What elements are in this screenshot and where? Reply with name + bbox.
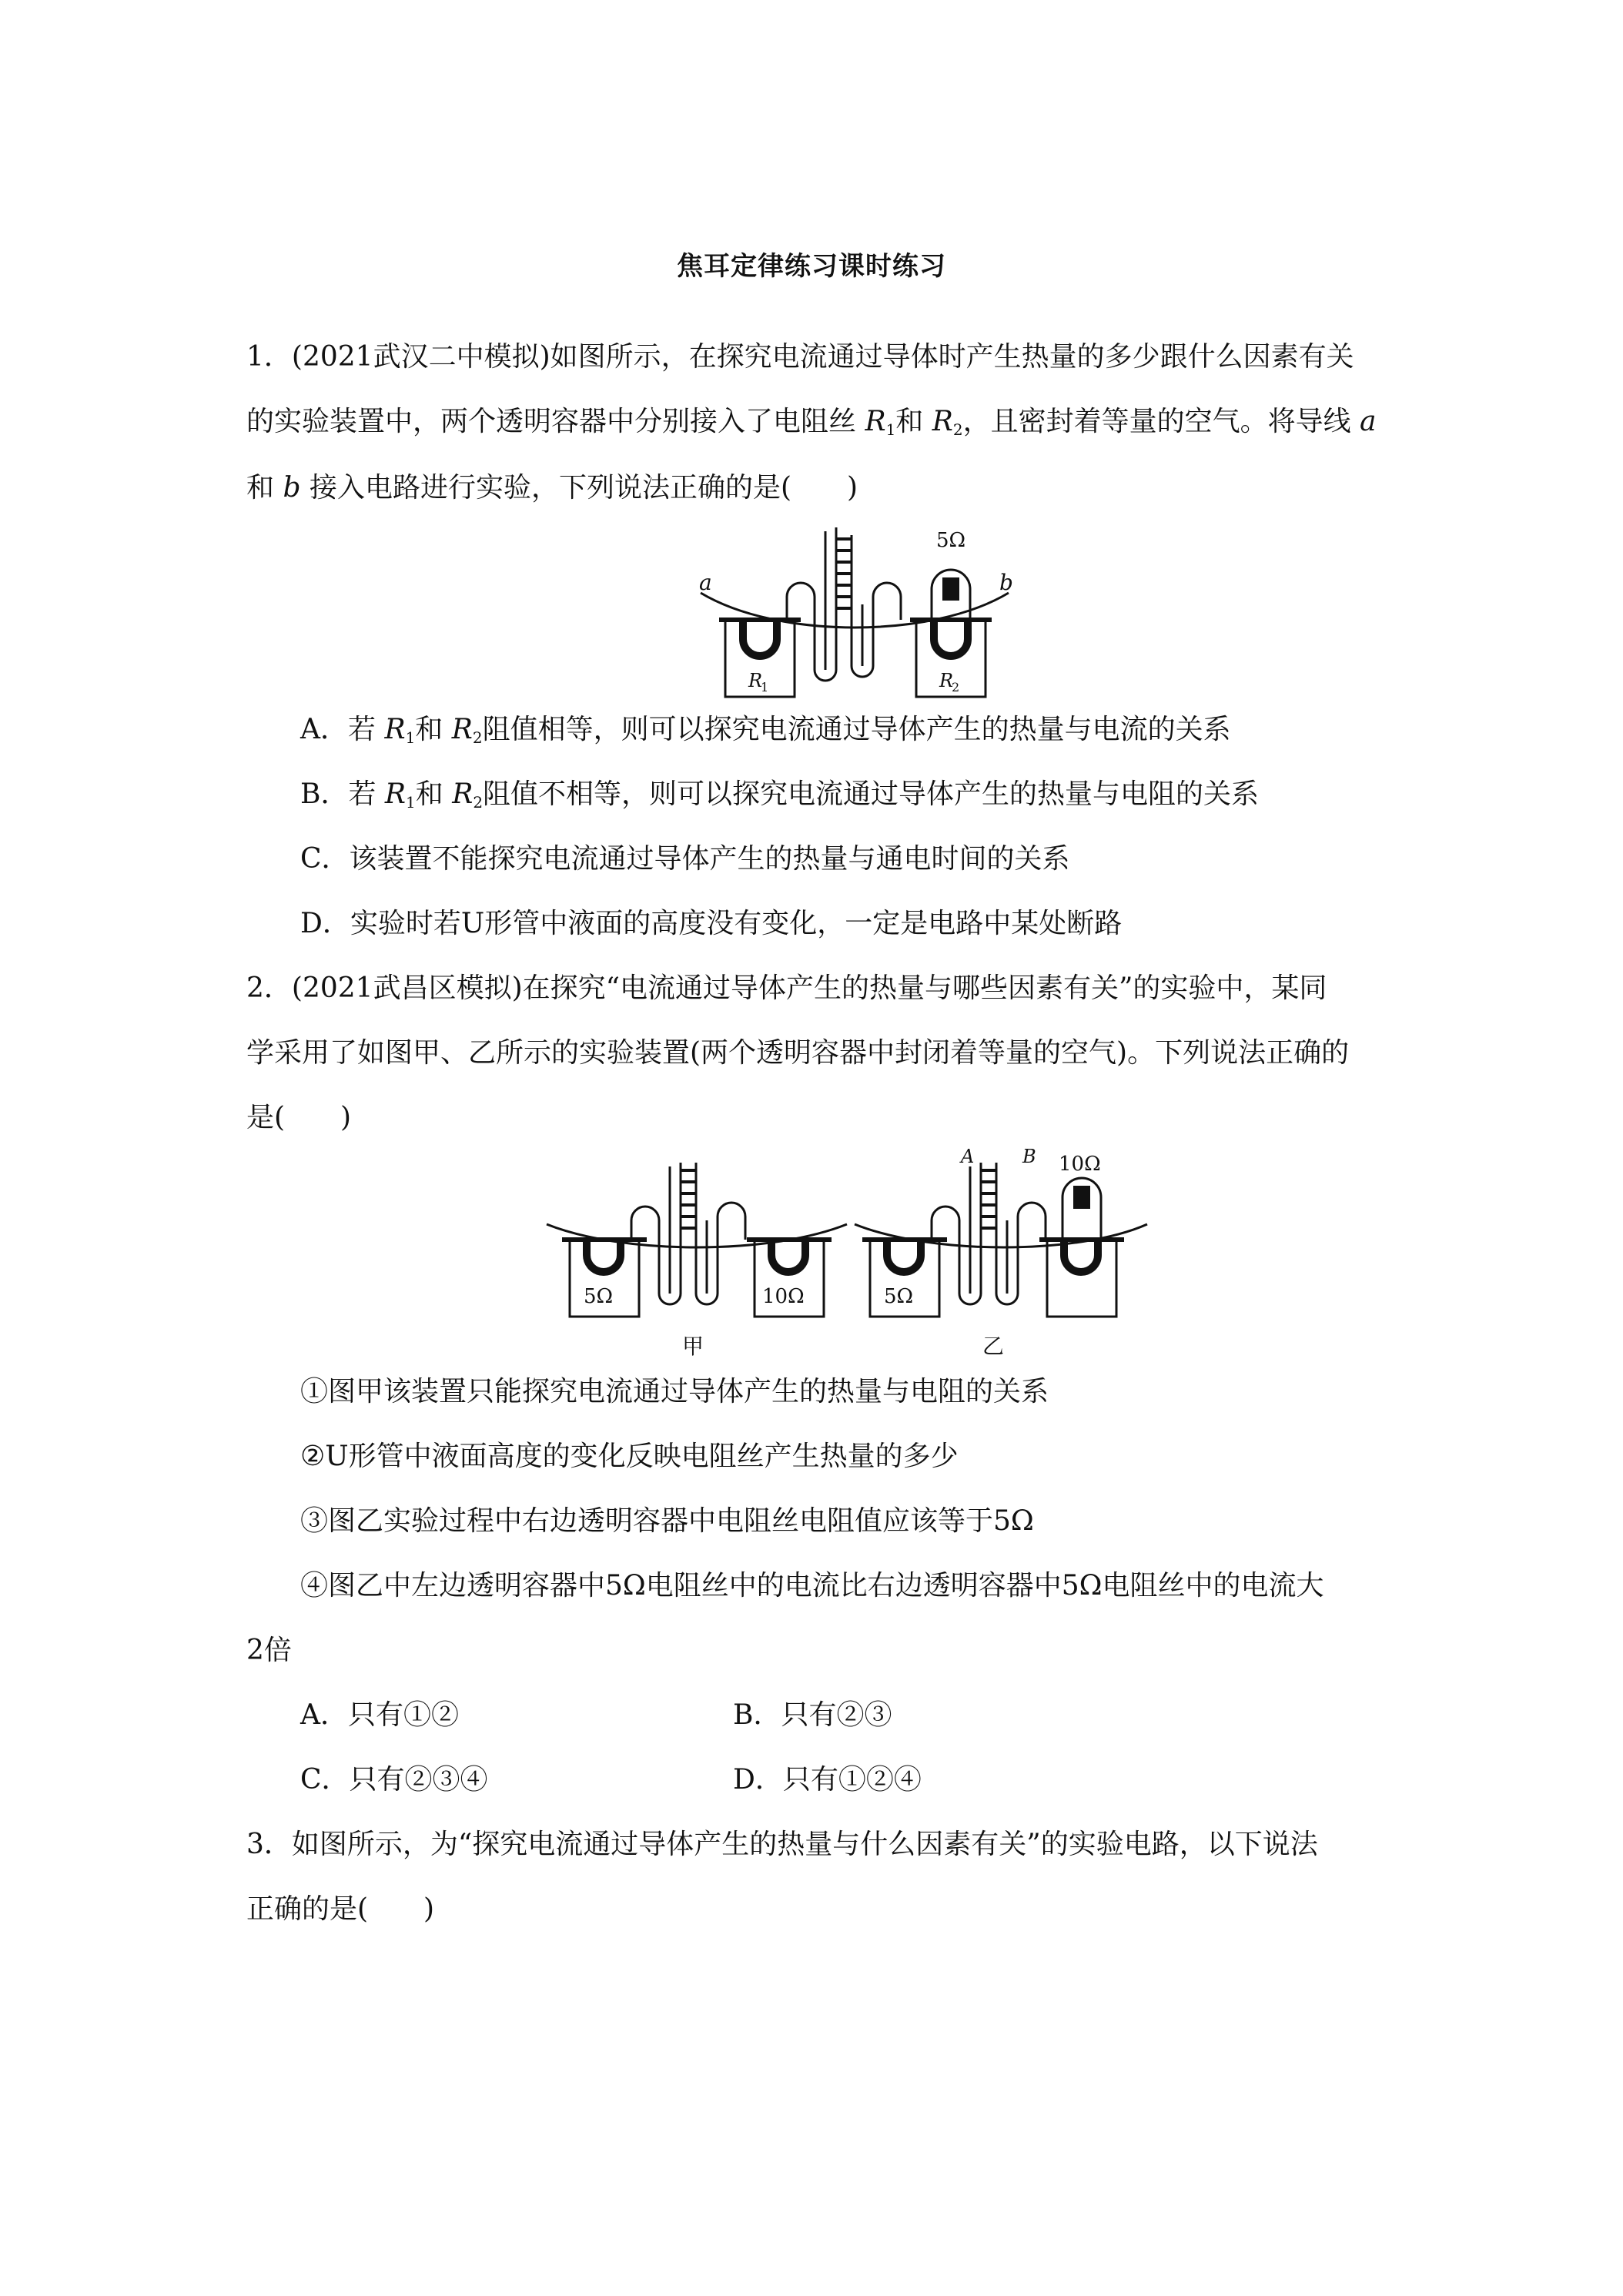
option-text: A．若 bbox=[300, 714, 385, 745]
option-text: B．若 bbox=[300, 778, 385, 810]
q2-line-3: 是( ) bbox=[246, 1102, 352, 1133]
q1-fig-wire-b: b bbox=[999, 570, 1013, 595]
q1-option-a bbox=[300, 711, 1440, 756]
symbol-r: R bbox=[452, 778, 474, 810]
q1-line-2 bbox=[246, 403, 1386, 448]
q1-fig-wire-a: a bbox=[699, 570, 712, 595]
q2-fig-left-r2: 10Ω bbox=[762, 1285, 805, 1308]
symbol-r: R bbox=[384, 778, 407, 810]
q1-fig-r2-sub: 2 bbox=[952, 680, 960, 694]
q1-text: ，且密封着等量的空气。将导线 bbox=[962, 406, 1360, 437]
q2-statement-2: ②U形管中液面高度的变化反映电阻丝产生热量的多少 bbox=[300, 1441, 959, 1472]
q1-fig-resistor-label: 5Ω bbox=[936, 529, 966, 552]
q2-statement-3: ③图乙实验过程中右边透明容器中电阻丝电阻值应该等于5Ω bbox=[300, 1505, 1034, 1537]
q1-option-d: D．实验时若U形管中液面的高度没有变化，一定是电路中某处断路 bbox=[300, 908, 1123, 939]
q2-option-d: D．只有①②④ bbox=[733, 1764, 922, 1796]
q1-fig-r1: R bbox=[748, 670, 763, 691]
subscript-1: 1 bbox=[405, 728, 416, 747]
q1-and: 和 bbox=[415, 778, 453, 810]
q1-option-b bbox=[300, 776, 1440, 821]
symbol-b: b bbox=[283, 472, 301, 504]
subscript-2: 2 bbox=[472, 728, 483, 747]
subscript-2: 2 bbox=[473, 793, 484, 812]
q2-line-1: 2．(2021武昌区模拟)在探究“电流通过导体产生的热量与哪些因素有关”的实验中，某同 bbox=[246, 972, 1327, 1004]
q2-fig-right-r1: 5Ω bbox=[884, 1285, 914, 1308]
q2-fig-left-r1: 5Ω bbox=[584, 1285, 614, 1308]
subscript-2: 2 bbox=[952, 420, 963, 439]
symbol-r: R bbox=[865, 406, 886, 437]
q1-line-3 bbox=[246, 470, 1386, 507]
q1-fig-r2: R bbox=[939, 670, 954, 691]
option-text: 阻值不相等，则可以探究电流通过导体产生的热量与电阻的关系 bbox=[483, 778, 1260, 810]
q2-option-b: B．只有②③ bbox=[733, 1699, 892, 1731]
q2-line-2: 学采用了如图甲、乙所示的实验装置(两个透明容器中封闭着等量的空气)。下列说法正确的 bbox=[246, 1037, 1350, 1069]
q2-fig-left-caption: 甲 bbox=[682, 1334, 704, 1359]
q1-fig-r1-sub: 1 bbox=[761, 680, 769, 694]
subscript-1: 1 bbox=[406, 793, 416, 812]
q2-fig-right-caption: 乙 bbox=[982, 1334, 1005, 1359]
q2-fig-right-outside: 10Ω bbox=[1059, 1153, 1101, 1176]
q1-and: 和 bbox=[895, 406, 932, 437]
q1-text: 的实验装置中，两个透明容器中分别接入了电阻丝 bbox=[246, 406, 865, 437]
symbol-a: a bbox=[1360, 406, 1377, 437]
symbol-r: R bbox=[932, 406, 953, 437]
q2-option-a: A．只有①② bbox=[300, 1699, 459, 1731]
symbol-r: R bbox=[384, 714, 406, 745]
q1-line-1: 1．(2021武汉二中模拟)如图所示，在探究电流通过导体时产生热量的多少跟什么因素有关 bbox=[246, 341, 1354, 373]
subscript-1: 1 bbox=[885, 420, 896, 439]
option-text: 阻值相等，则可以探究电流通过导体产生的热量与电流的关系 bbox=[482, 714, 1231, 745]
q3-line-2: 正确的是( ) bbox=[246, 1893, 435, 1925]
q2-statement-1: ①图甲该装置只能探究电流通过导体产生的热量与电阻的关系 bbox=[300, 1376, 1049, 1407]
q3-line-1: 3．如图所示，为“探究电流通过导体产生的热量与什么因素有关”的实验电路，以下说法 bbox=[246, 1829, 1318, 1860]
q2-fig-label-a: A bbox=[961, 1147, 975, 1167]
q2-statement-4: ④图乙中左边透明容器中5Ω电阻丝中的电流比右边透明容器中5Ω电阻丝中的电流大 bbox=[300, 1570, 1324, 1602]
symbol-r: R bbox=[451, 714, 473, 745]
q2-option-c: C．只有②③④ bbox=[300, 1764, 488, 1796]
q1-figure bbox=[685, 524, 1024, 708]
q2-figure bbox=[539, 1147, 1155, 1363]
q1-and: 和 bbox=[415, 714, 452, 745]
q2-statement-4-cont: 2倍 bbox=[246, 1635, 292, 1666]
page-title: 焦耳定律练习课时练习 bbox=[677, 251, 946, 282]
q1-text: 接入电路进行实验，下列说法正确的是( ) bbox=[300, 472, 858, 504]
q2-fig-label-b: B bbox=[1022, 1147, 1036, 1167]
q1-option-c: C．该装置不能探究电流通过导体产生的热量与通电时间的关系 bbox=[300, 843, 1070, 875]
q1-text: 和 bbox=[246, 472, 283, 504]
